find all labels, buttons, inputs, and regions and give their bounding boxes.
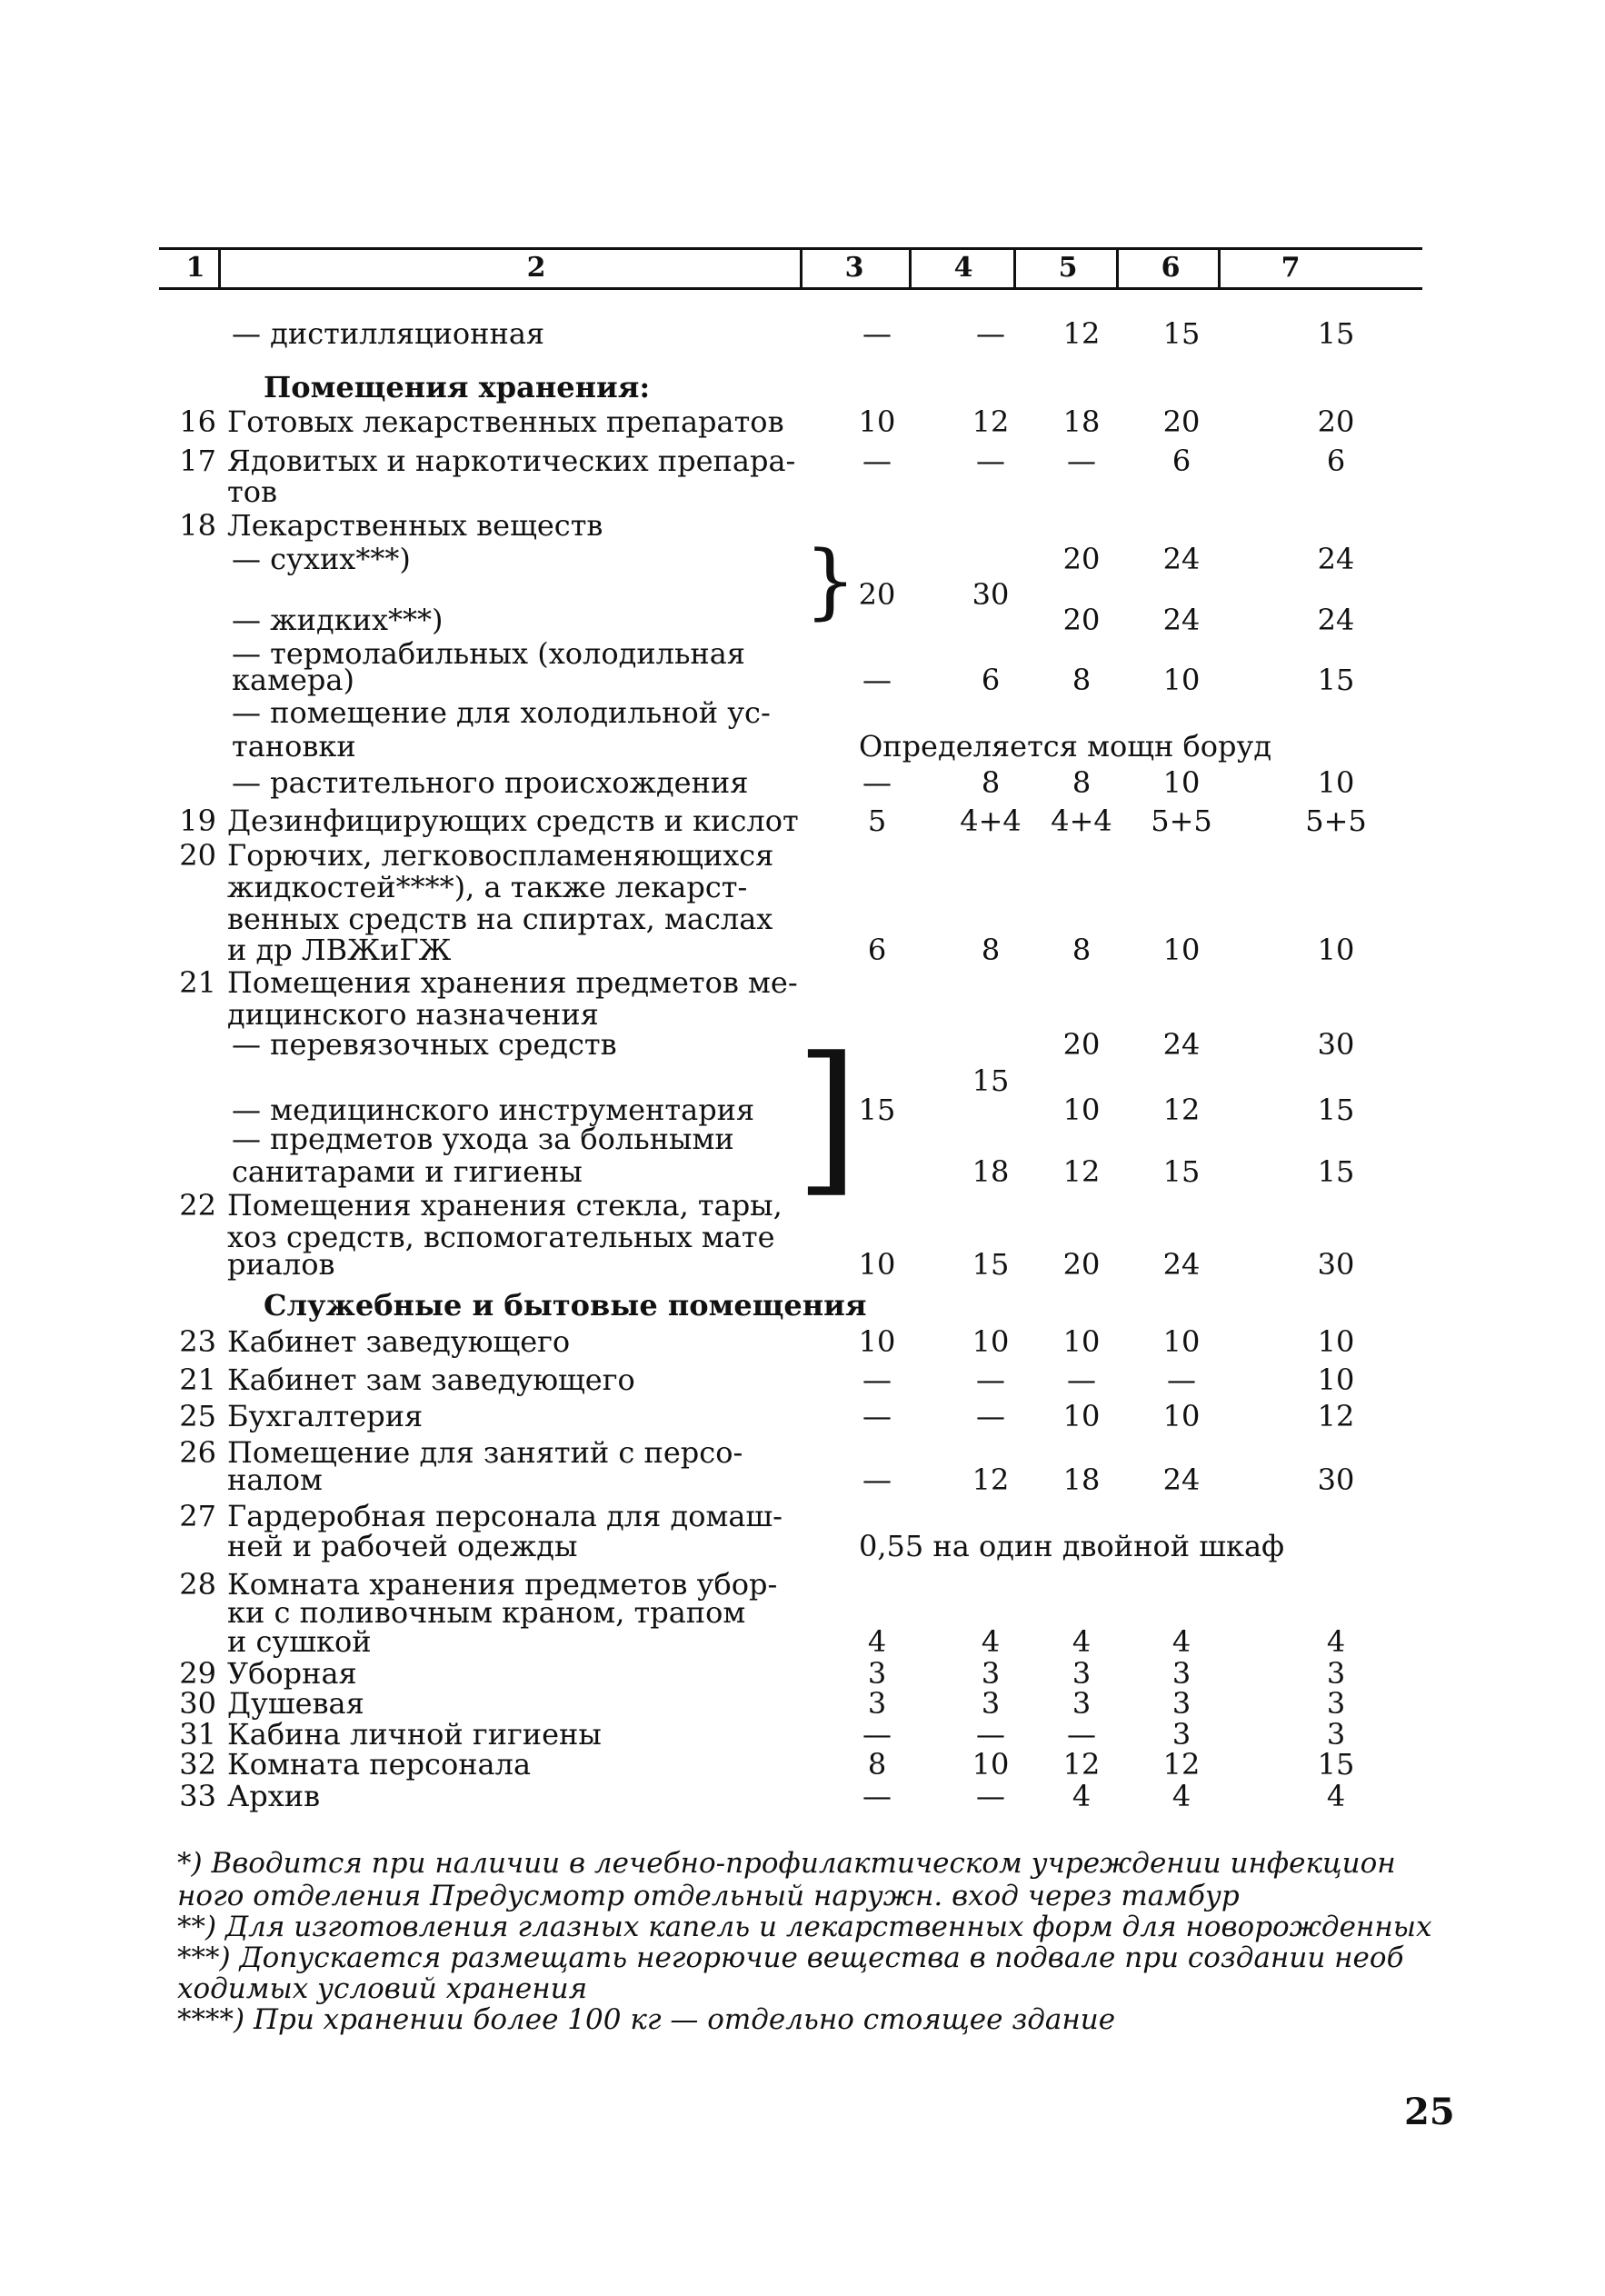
cell-col-4: — bbox=[976, 1363, 1005, 1397]
row-label: и сушкой bbox=[227, 1624, 372, 1659]
row-label: Уборная bbox=[227, 1656, 357, 1691]
row-number: 33 bbox=[179, 1779, 216, 1813]
cell-col-3: 15 bbox=[858, 1093, 896, 1127]
row-label: тановки bbox=[232, 729, 356, 764]
cell-col-3: 6 bbox=[867, 933, 887, 967]
row-label: ки с поливочным краном, трапом bbox=[227, 1595, 746, 1630]
header-divider bbox=[1116, 247, 1119, 289]
row-number: 20 bbox=[179, 838, 216, 873]
row-label: Лекарственных веществ bbox=[227, 508, 603, 543]
row-label: Служебные и бытовые помещения bbox=[264, 1288, 867, 1323]
cell-col-5: 4+4 bbox=[1051, 804, 1112, 838]
merged-cell: 0,55 на один двойной шкаф bbox=[859, 1529, 1285, 1563]
row-number: 26 bbox=[179, 1435, 216, 1470]
cell-col-6: 10 bbox=[1162, 1324, 1201, 1359]
cell-col-6: 24 bbox=[1162, 542, 1201, 576]
row-number: 16 bbox=[179, 404, 216, 439]
cell-col-7: 12 bbox=[1317, 1399, 1355, 1433]
cell-col-7: 24 bbox=[1317, 603, 1355, 637]
cell-col-3: — bbox=[862, 1399, 892, 1433]
cell-col-7: 4 bbox=[1326, 1624, 1346, 1659]
row-label: Комната персонала bbox=[227, 1747, 532, 1782]
cell-col-7: 10 bbox=[1317, 1363, 1355, 1397]
cell-col-3: 10 bbox=[858, 404, 896, 439]
table-row bbox=[0, 1323, 1605, 1361]
cell-col-6: 24 bbox=[1162, 603, 1201, 637]
row-label: Кабинет зам заведующего bbox=[227, 1363, 635, 1397]
cell-col-7: 3 bbox=[1326, 1656, 1346, 1691]
cell-col-4: — bbox=[976, 1717, 1005, 1752]
table-row bbox=[0, 1361, 1605, 1399]
cell-col-7: 30 bbox=[1317, 1462, 1355, 1497]
cell-col-6: 10 bbox=[1162, 765, 1201, 800]
cell-col-7: 10 bbox=[1317, 765, 1355, 800]
row-number: 22 bbox=[179, 1188, 216, 1223]
cell-col-3: — bbox=[862, 765, 892, 800]
row-label: Помещения хранения предметов ме- bbox=[227, 965, 798, 1000]
table-row bbox=[0, 368, 1605, 406]
cell-col-4: — bbox=[976, 444, 1005, 478]
row-label: Готовых лекарственных препаратов bbox=[227, 404, 784, 439]
cell-col-5: 4 bbox=[1072, 1779, 1092, 1813]
row-number: 32 bbox=[179, 1747, 216, 1782]
row-label: — дистилляционная bbox=[232, 316, 545, 351]
row-number: 30 bbox=[179, 1686, 216, 1721]
cell-col-4: 10 bbox=[972, 1324, 1010, 1359]
row-label: Ядовитых и наркотических препара- bbox=[227, 444, 796, 478]
merged-cell: Определяется мощн боруд bbox=[859, 729, 1272, 764]
cell-col-3: 20 bbox=[858, 577, 896, 612]
cell-col-4: — bbox=[976, 1779, 1005, 1813]
cell-col-5: — bbox=[1067, 444, 1096, 478]
row-label: санитарами и гигиены bbox=[232, 1154, 583, 1189]
footnote-line: ходимых условий хранения bbox=[177, 1972, 588, 2005]
cell-col-7: 15 bbox=[1317, 1747, 1355, 1782]
header-top-rule bbox=[159, 247, 1422, 250]
cell-col-7: 6 bbox=[1326, 444, 1346, 478]
row-number: 23 bbox=[179, 1324, 216, 1359]
table-row bbox=[0, 506, 1605, 544]
cell-col-3: — bbox=[862, 316, 892, 351]
table-row bbox=[0, 1286, 1605, 1324]
cell-col-5: 10 bbox=[1062, 1399, 1101, 1433]
table-row bbox=[0, 764, 1605, 802]
row-label: Бухгалтерия bbox=[227, 1399, 424, 1433]
cell-col-4: 30 bbox=[972, 577, 1010, 612]
cell-col-3: — bbox=[862, 444, 892, 478]
cell-col-6: 10 bbox=[1162, 933, 1201, 967]
row-number: 21 bbox=[179, 1363, 216, 1397]
row-label: дицинского назначения bbox=[227, 997, 599, 1032]
header-divider bbox=[218, 247, 221, 289]
header-col-4: 4 bbox=[953, 252, 973, 284]
row-label: жидкостей****), а также лекарст- bbox=[227, 870, 748, 904]
cell-col-4: 8 bbox=[981, 765, 1001, 800]
footnote-line: **) Для изготовления глазных капель и лекарственных форм для новорожденных bbox=[177, 1911, 1432, 1943]
cell-col-7: 10 bbox=[1317, 933, 1355, 967]
cell-col-3: — bbox=[862, 663, 892, 697]
cell-col-6: 3 bbox=[1171, 1686, 1191, 1721]
cell-col-7: 30 bbox=[1317, 1247, 1355, 1282]
footnote-line: ****) При хранении более 100 кг — отдельно стоящее здание bbox=[177, 2003, 1116, 2036]
cell-col-7: 4 bbox=[1326, 1779, 1346, 1813]
cell-col-5: 18 bbox=[1062, 404, 1101, 439]
cell-col-6: 3 bbox=[1171, 1717, 1191, 1752]
table-row bbox=[0, 1397, 1605, 1435]
cell-col-5: 3 bbox=[1072, 1686, 1092, 1721]
row-label: Помещение для занятий с персо- bbox=[227, 1435, 743, 1470]
row-label: Архив bbox=[227, 1779, 321, 1813]
cell-col-7: 10 bbox=[1317, 1324, 1355, 1359]
header-col-1: 1 bbox=[185, 252, 205, 284]
cell-col-7: 15 bbox=[1317, 1154, 1355, 1189]
cell-col-6: 12 bbox=[1162, 1093, 1201, 1127]
cell-col-6: 4 bbox=[1171, 1779, 1191, 1813]
footnote-line: *) Вводится при наличии в лечебно-профилактическом учреждении инфекцион bbox=[177, 1847, 1396, 1880]
row-number: 29 bbox=[179, 1656, 216, 1691]
cell-col-6: 10 bbox=[1162, 1399, 1201, 1433]
cell-col-5: 20 bbox=[1062, 542, 1101, 576]
cell-col-4: — bbox=[976, 1399, 1005, 1433]
row-label: риалов bbox=[227, 1247, 335, 1282]
row-number: 27 bbox=[179, 1499, 216, 1533]
row-number: 25 bbox=[179, 1399, 216, 1433]
header-col-6: 6 bbox=[1161, 252, 1181, 284]
row-label: ней и рабочей одежды bbox=[227, 1529, 578, 1563]
cell-col-5: 20 bbox=[1062, 1027, 1101, 1062]
row-number: 19 bbox=[179, 804, 216, 838]
cell-col-6: 4 bbox=[1171, 1624, 1191, 1659]
row-label: камера) bbox=[232, 663, 354, 697]
row-label: — термолабильных (холодильная bbox=[232, 636, 745, 671]
cell-col-6: 15 bbox=[1162, 1154, 1201, 1189]
footnote-line: ного отделения Предусмотр отдельный наружн. вход через тамбур bbox=[177, 1880, 1240, 1912]
row-number: 28 bbox=[179, 1567, 216, 1602]
row-label: — жидких***) bbox=[232, 603, 444, 637]
table-row bbox=[0, 802, 1605, 840]
row-label: Дезинфицирующих средств и кислот bbox=[227, 804, 799, 838]
cell-col-6: 6 bbox=[1171, 444, 1191, 478]
cell-col-7: 15 bbox=[1317, 316, 1355, 351]
header-divider bbox=[800, 247, 802, 289]
cell-col-5: 12 bbox=[1062, 1747, 1101, 1782]
cell-col-7: 3 bbox=[1326, 1717, 1346, 1752]
table-row bbox=[0, 601, 1605, 639]
cell-col-4: 12 bbox=[972, 1462, 1010, 1497]
cell-col-3: — bbox=[862, 1779, 892, 1813]
row-label: Горючих, легковоспламеняющихся bbox=[227, 838, 774, 873]
row-label: Гардеробная персонала для домаш- bbox=[227, 1499, 783, 1533]
row-label: Помещения хранения: bbox=[264, 370, 651, 404]
cell-col-5: 18 bbox=[1062, 1462, 1101, 1497]
cell-col-5: 12 bbox=[1062, 316, 1101, 351]
table-row bbox=[0, 694, 1605, 732]
cell-col-7: 15 bbox=[1317, 663, 1355, 697]
cell-col-3: 5 bbox=[867, 804, 887, 838]
cell-col-4: 3 bbox=[981, 1656, 1001, 1691]
cell-col-5: 10 bbox=[1062, 1093, 1101, 1127]
header-col-2: 2 bbox=[526, 252, 546, 284]
cell-col-3: 10 bbox=[858, 1324, 896, 1359]
table-row bbox=[0, 1527, 1605, 1565]
row-label: Кабинет заведующего bbox=[227, 1324, 571, 1359]
cell-col-5: — bbox=[1067, 1363, 1096, 1397]
cell-col-4: 4 bbox=[981, 1624, 1001, 1659]
row-number: 17 bbox=[179, 444, 216, 478]
table-row bbox=[0, 1245, 1605, 1283]
table-row bbox=[0, 1777, 1605, 1815]
row-label: — медицинского инструментария bbox=[232, 1093, 755, 1127]
cell-col-5: 10 bbox=[1062, 1324, 1101, 1359]
row-number: 31 bbox=[179, 1717, 216, 1752]
cell-col-6: — bbox=[1167, 1363, 1196, 1397]
cell-col-4: 15 bbox=[972, 1247, 1010, 1282]
cell-col-3: 3 bbox=[867, 1656, 887, 1691]
header-divider bbox=[1013, 247, 1016, 289]
cell-col-4: 12 bbox=[972, 404, 1010, 439]
header-col-5: 5 bbox=[1058, 252, 1078, 284]
cell-col-6: 5+5 bbox=[1151, 804, 1212, 838]
cell-col-5: 20 bbox=[1062, 603, 1101, 637]
header-bottom-rule bbox=[159, 287, 1422, 290]
cell-col-5: 3 bbox=[1072, 1656, 1092, 1691]
row-label: Помещения хранения стекла, тары, bbox=[227, 1188, 783, 1223]
cell-col-4: — bbox=[976, 316, 1005, 351]
cell-col-3: — bbox=[862, 1717, 892, 1752]
header-col-7: 7 bbox=[1281, 252, 1301, 284]
cell-col-7: 15 bbox=[1317, 1093, 1355, 1127]
page-number: 25 bbox=[1404, 2091, 1455, 2133]
cell-col-6: 20 bbox=[1162, 404, 1201, 439]
row-label: — сухих***) bbox=[232, 542, 411, 576]
brace-group-21-left: ] bbox=[795, 1023, 860, 1213]
cell-col-7: 3 bbox=[1326, 1686, 1346, 1721]
header-divider bbox=[909, 247, 912, 289]
cell-col-3: 4 bbox=[867, 1624, 887, 1659]
cell-col-7: 20 bbox=[1317, 404, 1355, 439]
row-label: Душевая bbox=[227, 1686, 364, 1721]
table-row bbox=[0, 1461, 1605, 1499]
cell-col-3: — bbox=[862, 1462, 892, 1497]
row-label: — помещение для холодильной ус- bbox=[232, 695, 771, 730]
table-row bbox=[0, 314, 1605, 353]
row-number: 18 bbox=[179, 508, 216, 543]
cell-col-4: 10 bbox=[972, 1747, 1010, 1782]
cell-col-3: 8 bbox=[867, 1747, 887, 1782]
row-label: — предметов ухода за больными bbox=[232, 1122, 734, 1156]
cell-col-5: 8 bbox=[1072, 933, 1092, 967]
row-label: тов bbox=[227, 474, 277, 509]
row-label: — перевязочных средств bbox=[232, 1027, 617, 1062]
cell-col-7: 24 bbox=[1317, 542, 1355, 576]
header-divider bbox=[1218, 247, 1221, 289]
cell-col-3: — bbox=[862, 1363, 892, 1397]
cell-col-7: 5+5 bbox=[1305, 804, 1367, 838]
cell-col-4: 3 bbox=[981, 1686, 1001, 1721]
cell-col-6: 12 bbox=[1162, 1747, 1201, 1782]
cell-col-4: 4+4 bbox=[960, 804, 1022, 838]
cell-col-6: 24 bbox=[1162, 1247, 1201, 1282]
cell-col-5: 8 bbox=[1072, 663, 1092, 697]
row-label: Кабина личной гигиены bbox=[227, 1717, 602, 1752]
cell-col-6: 15 bbox=[1162, 316, 1201, 351]
cell-col-5: — bbox=[1067, 1717, 1096, 1752]
row-label: венных средств на спиртах, маслах bbox=[227, 902, 773, 936]
table-row bbox=[0, 473, 1605, 511]
cell-col-4: 8 bbox=[981, 933, 1001, 967]
cell-col-4: 18 bbox=[972, 1154, 1010, 1189]
cell-col-3: 10 bbox=[858, 1247, 896, 1282]
footnote-line: ***) Допускается размещать негорючие вещества в подвале при создании необ bbox=[177, 1942, 1404, 1974]
cell-col-5: 8 bbox=[1072, 765, 1092, 800]
cell-col-3: 3 bbox=[867, 1686, 887, 1721]
cell-col-7: 30 bbox=[1317, 1027, 1355, 1062]
header-col-3: 3 bbox=[844, 252, 864, 284]
cell-col-5: 20 bbox=[1062, 1247, 1101, 1282]
row-number: 21 bbox=[179, 965, 216, 1000]
cell-col-4: 6 bbox=[981, 663, 1001, 697]
cell-col-6: 3 bbox=[1171, 1656, 1191, 1691]
row-label: хоз средств, вспомогательных мате bbox=[227, 1220, 775, 1254]
brace-group-18: } bbox=[804, 534, 857, 629]
row-label: налом bbox=[227, 1462, 323, 1497]
cell-col-5: 12 bbox=[1062, 1154, 1101, 1189]
table-row bbox=[0, 403, 1605, 441]
cell-col-5: 4 bbox=[1072, 1624, 1092, 1659]
table-row bbox=[0, 727, 1605, 765]
cell-col-6: 24 bbox=[1162, 1462, 1201, 1497]
row-label: Комната хранения предметов убор- bbox=[227, 1567, 778, 1602]
cell-col-6: 10 bbox=[1162, 663, 1201, 697]
cell-col-4: 15 bbox=[972, 1063, 1010, 1098]
row-label: — растительного происхождения bbox=[232, 765, 749, 800]
row-label: и др ЛВЖиГЖ bbox=[227, 933, 452, 967]
cell-col-6: 24 bbox=[1162, 1027, 1201, 1062]
table-row bbox=[0, 540, 1605, 578]
